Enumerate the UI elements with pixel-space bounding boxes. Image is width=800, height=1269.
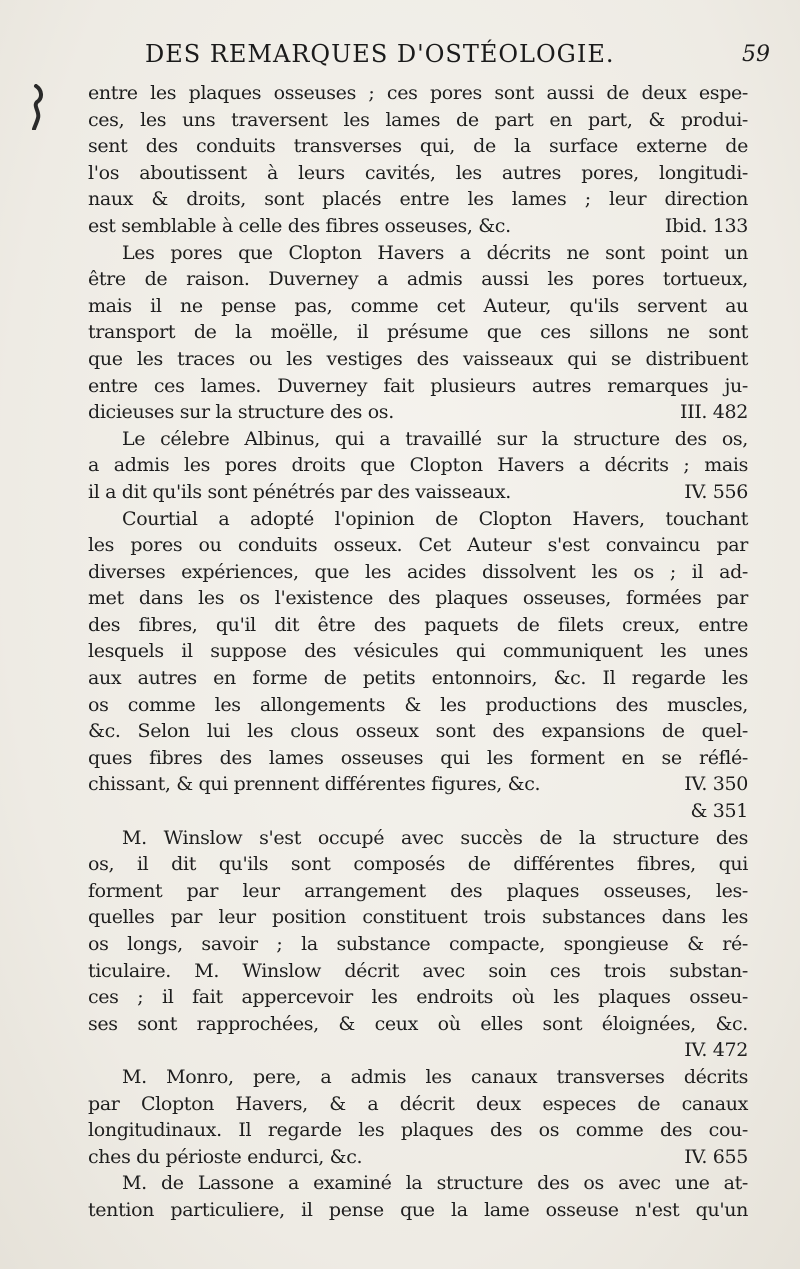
text-line: entre ces lames. Duverney fait plusieurs autres remarques ju-	[88, 374, 748, 397]
page-header	[145, 40, 770, 84]
text-line: M. Winslow s'est occupé avec succès de la structure des	[122, 826, 748, 849]
paragraph	[88, 825, 748, 1064]
text-line: M. de Lassone a examiné la structure des os avec une at-	[122, 1172, 748, 1195]
text-line: Le célebre Albinus, qui a travaillé sur la structure des os,	[122, 427, 748, 450]
text-line-content: il a dit qu'ils sont pénétrés par des vaisseaux.	[88, 480, 511, 503]
text-line: os comme les allongements & les productions des muscles,	[88, 693, 748, 716]
citation-ref: III. 482	[679, 401, 748, 424]
text-line: ques fibres des lames osseuses qui les forment en se réflé-	[88, 746, 748, 769]
text-line: être de raison. Duverney a admis aussi les pores tortueux,	[88, 268, 748, 291]
paragraph	[88, 506, 748, 825]
text-line-content: chissant, & qui prennent différentes figures, &c.	[88, 773, 541, 796]
text-line: l'os aboutissent à leurs cavités, les autres pores, longitudi-	[88, 161, 748, 184]
text-line	[88, 771, 748, 798]
text-line: des fibres, qu'il dit être des paquets de filets creux, entre	[88, 613, 748, 636]
text-line: Les pores que Clopton Havers a décrits ne sont point un	[122, 241, 748, 264]
text-line: tention particuliere, il pense que la lame osseuse n'est qu'un	[88, 1198, 748, 1221]
paragraph	[88, 240, 748, 426]
text-line-content: dicieuses sur la structure des os.	[88, 401, 394, 424]
paragraph	[88, 1170, 748, 1223]
citation-ref-continuation: & 351	[690, 800, 748, 823]
citation-ref: IV. 350	[684, 773, 748, 796]
text-line: &c. Selon lui les clous osseux sont des expansions de quel-	[88, 720, 748, 743]
text-line: entre les plaques osseuses ; ces pores sont aussi de deux espe-	[88, 82, 748, 104]
text-line-content: est semblable à celle des fibres osseuses, &c.	[88, 214, 511, 237]
text-line: ses sont rapprochées, & ceux où elles sont éloignées, &c.	[88, 1012, 748, 1035]
text-line: ces ; il fait appercevoir les endroits où les plaques osseu-	[88, 986, 748, 1009]
text-line	[88, 1144, 748, 1171]
text-line: les pores ou conduits osseux. Cet Auteur s'est convaincu par	[88, 534, 748, 557]
text-line: ticulaire. M. Winslow décrit avec soin ces trois substan-	[88, 959, 748, 982]
text-line: a admis les pores droits que Clopton Havers a décrits ; mais	[88, 454, 748, 477]
text-line: met dans les os l'existence des plaques osseuses, formées par	[88, 587, 748, 610]
citation-ref: IV. 655	[684, 1145, 748, 1168]
text-line	[88, 1037, 748, 1064]
text-line: diverses expériences, que les acides dissolvent les os ; il ad-	[88, 560, 748, 583]
citation-ref: Ibid. 133	[664, 214, 748, 237]
paragraph	[88, 80, 748, 240]
body-text	[88, 80, 748, 1224]
running-head: DES REMARQUES D'OSTÉOLOGIE.	[145, 40, 615, 68]
text-line	[88, 399, 748, 426]
text-line: os longs, savoir ; la substance compacte, spongieuse & ré-	[88, 933, 748, 955]
text-line: Courtial a adopté l'opinion de Clopton Havers, touchant	[122, 507, 748, 530]
text-line: quelles par leur position constituent trois substances dans les	[88, 906, 748, 929]
text-line: os, il dit qu'ils sont composés de différentes fibres, qui	[88, 853, 748, 876]
text-line-content: ches du périoste endurci, &c.	[88, 1145, 363, 1168]
text-line: aux autres en forme de petits entonnoirs, &c. Il regarde les	[88, 667, 748, 690]
text-line: transport de la moëlle, il présume que ces sillons ne sont	[88, 321, 748, 344]
text-line: sent des conduits transverses qui, de la surface externe de	[88, 135, 748, 158]
text-line: longitudinaux. Il regarde les plaques des os comme des cou-	[88, 1119, 748, 1142]
text-line: que les traces ou les vestiges des vaisseaux qui se distribuent	[88, 347, 748, 370]
text-line: M. Monro, pere, a admis les canaux transverses décrits	[122, 1065, 748, 1088]
text-line: par Clopton Havers, & a décrit deux especes de canaux	[88, 1092, 748, 1115]
paragraph	[88, 426, 748, 506]
paragraph	[88, 1064, 748, 1170]
text-line: ces, les uns traversent les lames de part en part, & produi-	[88, 108, 748, 131]
citation-ref: IV. 556	[684, 480, 748, 503]
text-line: mais il ne pense pas, comme cet Auteur, qu'ils servent au	[88, 294, 748, 317]
text-line	[88, 479, 748, 506]
text-line	[88, 213, 748, 240]
text-line: lesquels il suppose des vésicules qui communiquent les unes	[88, 640, 748, 663]
text-line: forment par leur arrangement des plaques osseuses, les-	[88, 879, 748, 902]
margin-ink-mark	[30, 84, 44, 130]
citation-ref: IV. 472	[684, 1039, 748, 1062]
page-number: 59	[742, 42, 770, 67]
text-line: naux & droits, sont placés entre les lames ; leur direction	[88, 188, 748, 211]
